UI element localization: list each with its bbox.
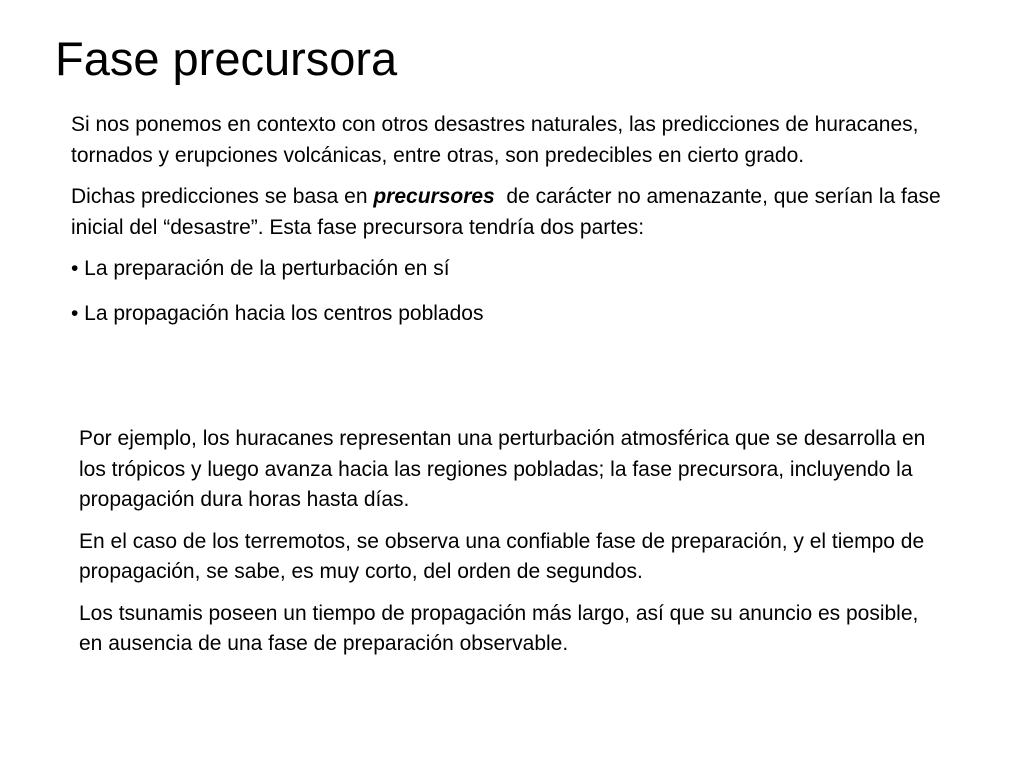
example-paragraph-earthquakes: En el caso de los terremotos, se observa una confiable fase de preparación, y el tiempo de propagación, se sabe, es muy corto, del orden de segundos. <box>79 529 925 583</box>
example-paragraph-hurricanes: Por ejemplo, los huracanes representan una perturbación atmosférica que se desarrolla en los trópicos y luego avanza hacia las regiones pobladas; la fase precursora, incluyendo la propagación dura horas hasta días. <box>79 427 926 511</box>
intro-paragraph-2 <box>71 182 961 243</box>
bullet-item-preparation: • La preparación de la perturbación en sí <box>71 257 450 280</box>
example-paragraph-tsunamis: Los tsunamis poseen un tiempo de propagación más largo, así que su anuncio es posible, en ausencia de una fase de preparación observable. <box>79 601 919 655</box>
intro-paragraph-2-before: Dichas predicciones se basa en <box>71 185 374 208</box>
precursores-emphasis: precursores <box>373 185 495 208</box>
slide-title: Fase precursora <box>55 32 398 85</box>
intro-paragraph-1: Si nos ponemos en contexto con otros desastres naturales, las predicciones de huracanes, tornados y erupciones volcánicas, entre otras, son predecibles en cierto grado. <box>71 113 919 167</box>
bullet-item-propagation: • La propagación hacia los centros poblados <box>71 301 484 325</box>
intro-block <box>71 110 961 340</box>
examples-block <box>79 424 929 671</box>
intro-paragraph-2-after: de carácter no amenazante, que serían la fase inicial del “desastre”. Esta fase precursora tendría dos partes: <box>71 185 947 239</box>
